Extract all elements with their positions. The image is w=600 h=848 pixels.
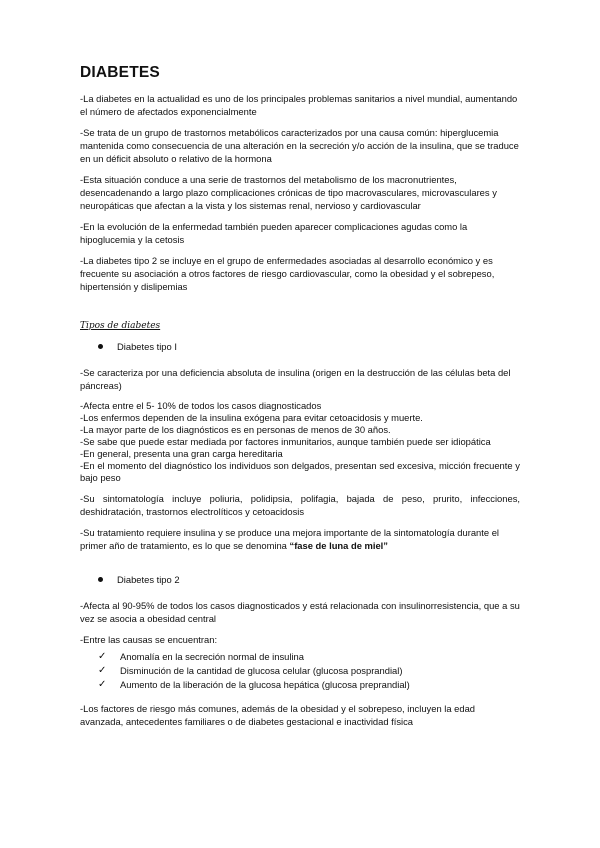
tipo2-causas-list: [98, 650, 520, 692]
causa-text: Aumento de la liberación de la glucosa hepática (glucosa preprandial): [120, 679, 410, 690]
tipo1-description: -Se caracteriza por una deficiencia absoluta de insulina (origen en la destrucción de las células beta del páncreas): [80, 367, 511, 391]
bullet-tipo2: [98, 574, 520, 585]
tipo1-fact: -La mayor parte de los diagnósticos es en personas de menos de 30 años.: [80, 424, 391, 435]
tipo2-description: -Afecta al 90-95% de todos los casos diagnosticados y está relacionada con insulinorresistencia, que a su vez se asocia a obesidad central: [80, 600, 520, 624]
tipo1-tratamiento: [80, 526, 520, 552]
tipo1-sintomas: -Su sintomatología incluye poliuria, polidipsia, polifagia, bajada de peso, prurito, infecciones, deshidratación, trastornos electrolíticos y cetoacidosis: [80, 493, 520, 517]
tipo1-tratamiento-text: -Su tratamiento requiere insulina y se produce una mejora importante de la sintomatología durante el primer año de tratamiento, es lo que se denomina: [80, 527, 499, 551]
tipo1-tratamiento-bold: “fase de luna de miel”: [289, 540, 388, 551]
section-spacer: [80, 560, 520, 574]
tipo1-label: Diabetes tipo I: [117, 341, 177, 352]
section-spacer: [80, 301, 520, 321]
tipo2-causas-intro: -Entre las causas se encuentran:: [80, 634, 218, 645]
bullet-tipo1: [98, 341, 520, 352]
bullet-dot-icon: [98, 344, 103, 349]
tipo1-fact: -En general, presenta una gran carga hereditaria: [80, 448, 283, 459]
bullet-dot-icon: [98, 577, 103, 582]
intro-paragraph-2: -Se trata de un grupo de trastornos metabólicos caracterizados por una causa común: hiperglucemia mantenida como consecuencia de una alteración en la secreción y/o acción de la insulina, que se traduce en un déficit absoluto o relativo de la hormona: [80, 127, 519, 164]
tipos-heading: Tipos de diabetes: [80, 321, 161, 331]
intro-paragraph-5: -La diabetes tipo 2 se incluye en el grupo de enfermedades asociadas al desarrollo económico y es frecuente su asociación a otros factores de riesgo cardiovascular, como la obesidad y el sobrepeso, hipertensión y dislipemias: [80, 255, 495, 292]
checkmark-icon: ✓: [98, 665, 107, 676]
tipo1-facts: [80, 400, 520, 484]
causa-item: [98, 678, 520, 692]
causa-item: [98, 664, 520, 678]
causa-item: [98, 650, 520, 664]
tipo1-fact: -Afecta entre el 5- 10% de todos los casos diagnosticados: [80, 400, 322, 411]
checkmark-icon: ✓: [98, 651, 107, 662]
tipo1-fact: -Se sabe que puede estar mediada por factores inmunitarios, aunque también puede ser idiopática: [80, 436, 491, 447]
causa-text: Anomalía en la secreción normal de insulina: [120, 651, 304, 662]
checkmark-icon: ✓: [98, 679, 107, 690]
causa-text: Disminución de la cantidad de glucosa celular (glucosa posprandial): [120, 665, 403, 676]
tipo2-label: Diabetes tipo 2: [117, 574, 180, 585]
tipo1-fact: -Los enfermos dependen de la insulina exógena para evitar cetoacidosis y muerte.: [80, 412, 423, 423]
tipo2-riesgo: -Los factores de riesgo más comunes, además de la obesidad y el sobrepeso, incluyen la edad avanzada, antecedentes familiares o de diabetes gestacional e inactividad física: [80, 703, 476, 727]
tipo1-fact: -En el momento del diagnóstico los individuos son delgados, presentan sed excesiva, micción frecuente y bajo peso: [80, 460, 520, 483]
intro-paragraph-3: -Esta situación conduce a una serie de trastornos del metabolismo de los macronutrientes, desencadenando a largo plazo complicaciones crónicas de tipo macrovasculares, microvasculares y neuropáticas que afectan a la vista y los sistemas renal, nervioso y cardiovascular: [80, 174, 497, 211]
intro-paragraph-1: -La diabetes en la actualidad es uno de los principales problemas sanitarios a nivel mundial, aumentando el número de afectados exponencialmente: [80, 93, 518, 117]
document-page: [80, 64, 520, 736]
intro-paragraph-4: -En la evolución de la enfermedad también pueden aparecer complicaciones agudas como la hipoglucemia y la cetosis: [80, 221, 468, 245]
page-title: DIABETES: [80, 64, 160, 81]
